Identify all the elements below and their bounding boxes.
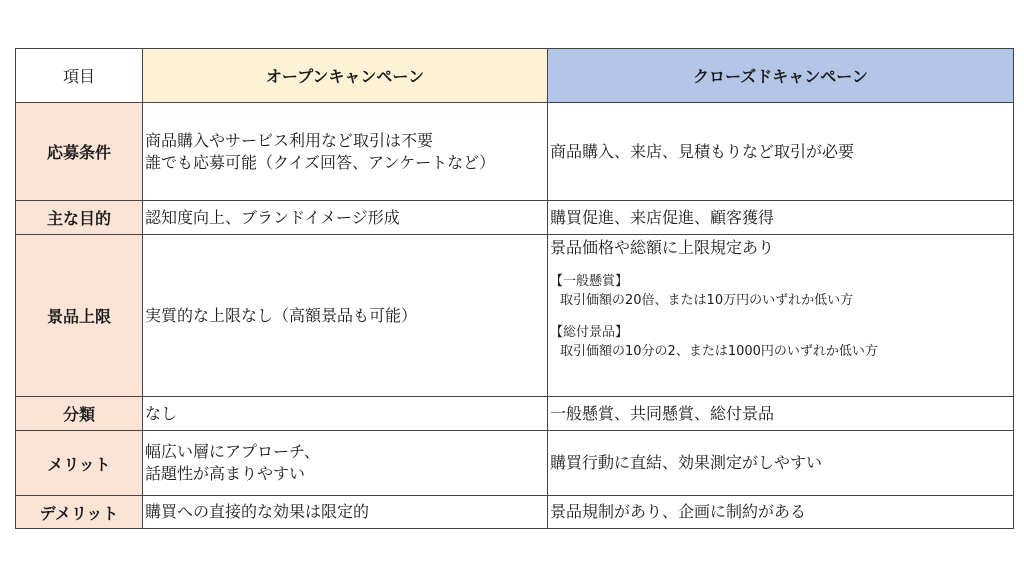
header-open-campaign: オープンキャンペーン: [143, 49, 548, 103]
campaign-comparison-table: [15, 48, 1014, 529]
open-cell: [143, 103, 548, 201]
row-label: 主な目的: [16, 201, 143, 235]
open-cell-line: 話題性が高まりやすい: [145, 464, 306, 483]
open-cell: 認知度向上、ブランドイメージ形成: [143, 201, 548, 235]
closed-cell: 購買行動に直結、効果測定がしやすい: [548, 431, 1014, 496]
closed-cell: [548, 235, 1014, 397]
open-cell-line: 幅広い層にアプローチ、: [145, 442, 320, 461]
open-cell-line: 誰でも応募可能（クイズ回答、アンケートなど）: [145, 152, 496, 172]
closed-cell: 一般懸賞、共同懸賞、総付景品: [548, 397, 1014, 431]
row-label: 分類: [16, 397, 143, 431]
row-label: 景品上限: [16, 235, 143, 397]
closed-cell: 景品規制があり、企画に制約がある: [548, 496, 1014, 529]
row-merits: [16, 431, 1014, 496]
header-item: 項目: [16, 49, 143, 103]
row-classification: [16, 397, 1014, 431]
row-label: デメリット: [16, 496, 143, 529]
prize-limit-intro: 景品価格や総額に上限規定あり: [550, 238, 775, 257]
open-cell-line: 商品購入やサービス利用など取引は不要: [145, 130, 434, 150]
closed-cell: 購買促進、来店促進、顧客獲得: [548, 201, 1014, 235]
general-lottery-text: 取引価額の20倍、または10万円のいずれか低い方: [560, 293, 854, 308]
row-main-purpose: [16, 201, 1014, 235]
row-label: メリット: [16, 431, 143, 496]
total-prize-text: 取引価額の10分の2、または1000円のいずれか低い方: [560, 344, 878, 359]
open-cell: [143, 431, 548, 496]
open-cell: 実質的な上限なし（高額景品も可能）: [143, 235, 548, 397]
row-application-conditions: [16, 103, 1014, 201]
header-closed-campaign: クローズドキャンペーン: [548, 49, 1014, 103]
open-cell: 購買への直接的な効果は限定的: [143, 496, 548, 529]
closed-cell: 商品購入、来店、見積もりなど取引が必要: [548, 103, 1014, 201]
row-demerits: [16, 496, 1014, 529]
total-prize-title: 【総付景品】: [550, 325, 629, 340]
open-cell: なし: [143, 397, 548, 431]
row-prize-limit: [16, 235, 1014, 397]
general-lottery-title: 【一般懸賞】: [550, 274, 629, 289]
row-label: 応募条件: [16, 103, 143, 201]
header-row: [16, 49, 1014, 103]
